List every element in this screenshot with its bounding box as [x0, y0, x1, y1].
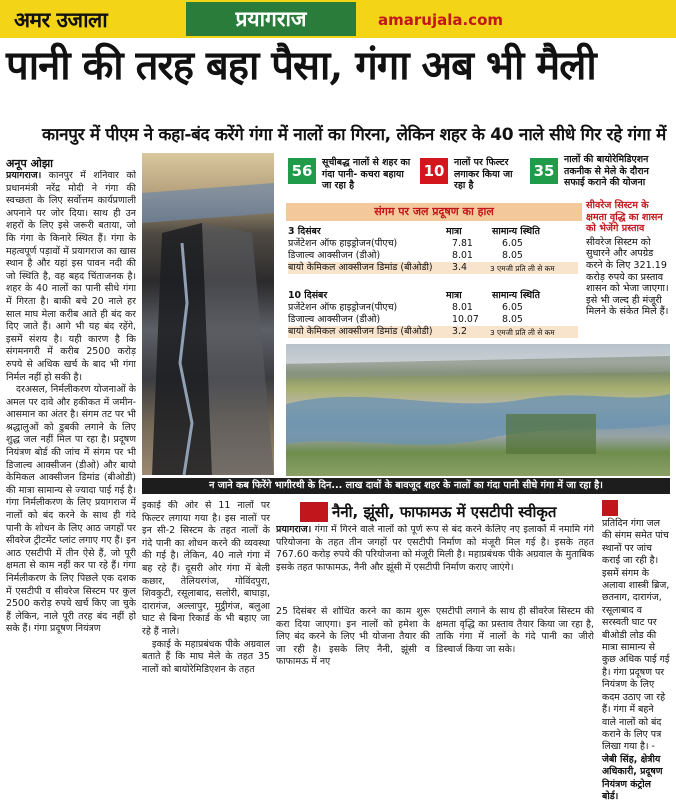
- column-mid-p2: इकाई के महाप्रबंधक पीके अग्रवाल बताते हैं कि माघ मेले के तहत 35 नालों को बायोरेमिडिएशन के तहत: [142, 638, 270, 675]
- row-name: डिजाल्व आक्सीजन (डीओ): [288, 250, 381, 261]
- block-date: 3 दिसंबर: [288, 226, 321, 237]
- sidebar-body: सीवरेज सिस्टम को सुधारने और अपग्रेड करने के लिए 321.19 करोड़ रुपये का प्रस्ताव शासन को भेजा जाएगा। इसे भी जल्द ही मंजूरी मिलने के संकेत मिले हैं।: [586, 236, 669, 318]
- column-mid: [142, 500, 270, 676]
- row-name: बायो केमिकल आक्सीजन डिमांड (बीओडी): [288, 326, 433, 337]
- stat-value: 56: [288, 158, 316, 184]
- pollution-block-1: [288, 226, 582, 278]
- row-qty: 3.4: [452, 262, 467, 273]
- drain-photo: [142, 153, 274, 475]
- stat-text: नालों पर फिल्टर लगाकर किया जा रहा है: [454, 157, 513, 191]
- quote-author: जेबी सिंह, क्षेत्रीय अधिकारी, प्रदूषण नियंत्रण कंट्रोल बोर्ड।: [602, 753, 663, 802]
- column-mid-p1: इकाई की ओर से 11 नालों पर फिल्टर लगाया गया है। इस नालों पर इन सी-2 सिस्टम के तहत नालों के गंदे पानी का शोधन करने की व्यवस्था की गई है। लेकिन, 40 नाले गंगा में बह रहे हैं। दूसरी ओर गंगा में बेली कछार, तेलियरगंज, गोविंदपुरा, शिवकुटी, रसूलाबाद, सलोरी, बाघाड़ा, दारागंज, अल्लापुर, मुट्ठीगंज, बलुआ घाट से बिना रिकार्ड के भी बहाए जा रहे हैं नाले।: [142, 500, 270, 637]
- stat-text: नालों की बायोरेमिडिएशन तकनीक से मेले के दौरान सफाई कराने की योजना: [564, 154, 649, 188]
- col-qty: मात्रा: [446, 290, 462, 301]
- stp-p2: 25 दिसंबर से शोधित करने का काम शुरू करा दिया जाएगा। इन नालों को हमेशा के लिए बंद करने के लिए भी योजना तैयार की जा रही है। इसके लिए नैनी, झूंसी व फाफामऊ में नए: [276, 606, 430, 668]
- proposal-sidebar: [586, 200, 670, 340]
- subheadline: कानपुर में पीएम ने कहा-बंद करेंगे गंगा में नालों का गिरना, लेकिन शहर के 40 नाले सीधे गिर रहे गंगा में: [42, 125, 667, 145]
- row-normal: 6.05: [502, 302, 523, 313]
- row-qty: 8.01: [452, 250, 473, 261]
- col-normal: सामान्य स्थिति: [492, 290, 540, 301]
- headline: पानी की तरह बहा पैसा, गंगा अब भी मैली: [6, 42, 596, 89]
- official-quote: [602, 518, 670, 803]
- column-1-p2: दरअसल, निर्मलीकरण योजनाओं के अमल पर दावे और हकीकत में जमीन-आसमान का अंतर है। संगम तट पर भी श्रद्धालुओं को डुबकी लगाने के लिए शुद्ध जल नहीं मिल पा रहा है। प्रदूषण नियंत्रण बोर्ड की जांच में संगम पर भी डिजाल्व आक्सीजन (डीओ) और बायो केमिकल आक्सीजन डिमांड (बीओडी) की मात्रा सामान्य से ज्यादा पाई गई है। गंगा निर्मलीकरण के लिए प्रयागराज में नालों को बंद करने के साथ ही गंदे पानी के शोधन के लिए आठ जगहों पर सीवरेज ट्रीटमेंट प्लांट लगाए गए हैं। इन आठ एसटीपी में तीन ऐसे हैं, जो पूरी क्षमता से काम नहीं कर पा रहे हैं। गंगा निर्मलीकरण के लिए पिछले एक दशक में एसटीपी व सीवरेज सिस्टम पर कुल 2500 करोड़ रुपये खर्च किए जा चुके हैं लेकिन, नाले पूरी तरह बंद नहीं हो सके हैं। गंगा प्रदूषण नियंत्रण: [6, 384, 136, 635]
- row-name: प्रजेंटेशन ऑफ हाइड्रोजन(पीएच): [288, 302, 398, 313]
- pollution-block-2: [288, 290, 582, 342]
- stat-value: 35: [530, 158, 558, 184]
- col-normal: सामान्य स्थिति: [492, 226, 540, 237]
- stp-dateline: प्रयागराज।: [276, 524, 312, 535]
- stp-p3: एसटीपी लगाने के साथ ही सीवरेज सिस्टम की क्षमता वृद्धि का प्रस्ताव तैयार किया जा रहा है, ताकि गंगा में नालों के गंदे पानी का जीरो डिस्चार्ज किया जा सके।: [436, 606, 594, 655]
- stat-value: 10: [420, 158, 448, 184]
- quote-marker: [602, 500, 618, 516]
- row-normal: 3 एमजी प्रति ली से कम: [490, 328, 555, 337]
- brand-logo: अमर उजाला: [14, 8, 108, 32]
- row-normal: 3 एमजी प्रति ली से कम: [490, 264, 555, 273]
- river-photo-art: [286, 344, 670, 476]
- quote-text: प्रतिदिन गंगा जल की संगम समेत पांच स्थानों पर जांच कराई जा रही है। इसमें संगम के अलावा शास्त्री ब्रिज, छतनाग, दारागंज, रसूलाबाद व सरस्वती घाट पर बीओडी लोड की मात्रा सामान्य से कुछ अधिक पाई गई है। गंगा प्रदूषण पर नियंत्रण के लिए कदम उठाए जा रहे हैं। गंगा में बहने वाले नालों को बंद कराने के लिए पत्र लिखा गया है। -: [602, 518, 670, 753]
- row-qty: 10.07: [452, 314, 479, 325]
- section-marker: [300, 502, 328, 522]
- dateline: प्रयागराज।: [6, 170, 42, 181]
- sidebar-head: सीवरेज सिस्टम के क्षमता वृद्धि का शासन को भेजेंगे प्रस्ताव: [586, 200, 663, 235]
- pollution-table-title: संगम पर जल प्रदूषण का हाल: [286, 203, 582, 221]
- column-1-p1: कानपुर में शनिवार को प्रधानमंत्री नरेंद्र मोदी ने गंगा की स्वच्छता के लिए सर्वोत्तम कार्यप्रणाली अपनाने पर जोर दिया। साथ ही उन शहरों के लिए इसे जरूरी बताया, जो कि गंगा के किनारे स्थित हैं। गंगा के महत्वपूर्ण पड़ावों में प्रयागराज का खास स्थान है और यहां इस पावन नदी की जो स्थिति है, वह बहद चिंताजनक है। शहर के 40 नालों का पानी सीधे गंगा में गिरता है। बाकी बचे 20 नाले हर साल माघ मेला करीब आते ही बंद कर दिए जाते हैं। आगे भी यह बंद रहेंगे, इसमें संशय है। यही कारण है कि संगमनगरी में करीब 2500 करोड़ रुपये से अधिक खर्च के बाद भी गंगा निर्मल नहीं हो सकी है।: [6, 170, 136, 383]
- row-name: प्रजेंटेशन ऑफ हाइड्रोजन(पीएच): [288, 238, 398, 249]
- row-qty: 8.01: [452, 302, 473, 313]
- site-url[interactable]: amarujala.com: [378, 11, 504, 29]
- col-qty: मात्रा: [446, 226, 462, 237]
- stp-title: नैनी, झूंसी, फाफामऊ में एसटीपी स्वीकृत: [332, 503, 557, 521]
- drain-photo-art: [142, 153, 274, 475]
- photo-caption: न जाने कब फिरेंगे भागीरथी के दिन... लाख दावों के बावजूद शहर के नालों का गंदा पानी सीधे गंगा में जा रहा है।: [142, 478, 670, 494]
- city-label: प्रयागराज: [186, 2, 356, 36]
- row-normal: 6.05: [502, 238, 523, 249]
- byline: अनूप ओझा: [6, 157, 54, 170]
- row-qty: 7.81: [452, 238, 473, 249]
- row-normal: 8.05: [502, 314, 523, 325]
- row-qty: 3.2: [452, 326, 467, 337]
- row-normal: 8.05: [502, 250, 523, 261]
- stp-p1: गंगा में गिरने वाले नालों को पूर्ण रूप से बंद करने केलिए नए इलाकों में नमामि गंगे परियोजना के तहत तीन जगहों पर एसटीपी निर्माण को मंजूरी मिल गई है। इसके तहत 767.60 करोड़ रुपये की परियोजना को मंजूरी मिली है। महाप्रबंधक पीके अग्रवाल के मुताबिक इसके तहत फाफामऊ, नैनी और झूंसी में एसटीपी निर्माण कराए जाएंगे।: [276, 524, 594, 573]
- row-name: बायो केमिकल आक्सीजन डिमांड (बीओडी): [288, 262, 433, 273]
- stp-intro: [276, 524, 594, 594]
- block-date: 10 दिसंबर: [288, 290, 328, 301]
- row-name: डिजाल्व आक्सीजन (डीओ): [288, 314, 381, 325]
- column-1: [6, 170, 136, 676]
- river-photo: [286, 344, 670, 476]
- stat-text: सूचीबद्ध नालों से शहर का गंदा पानी- कचरा बहाया जा रहा है: [322, 157, 411, 191]
